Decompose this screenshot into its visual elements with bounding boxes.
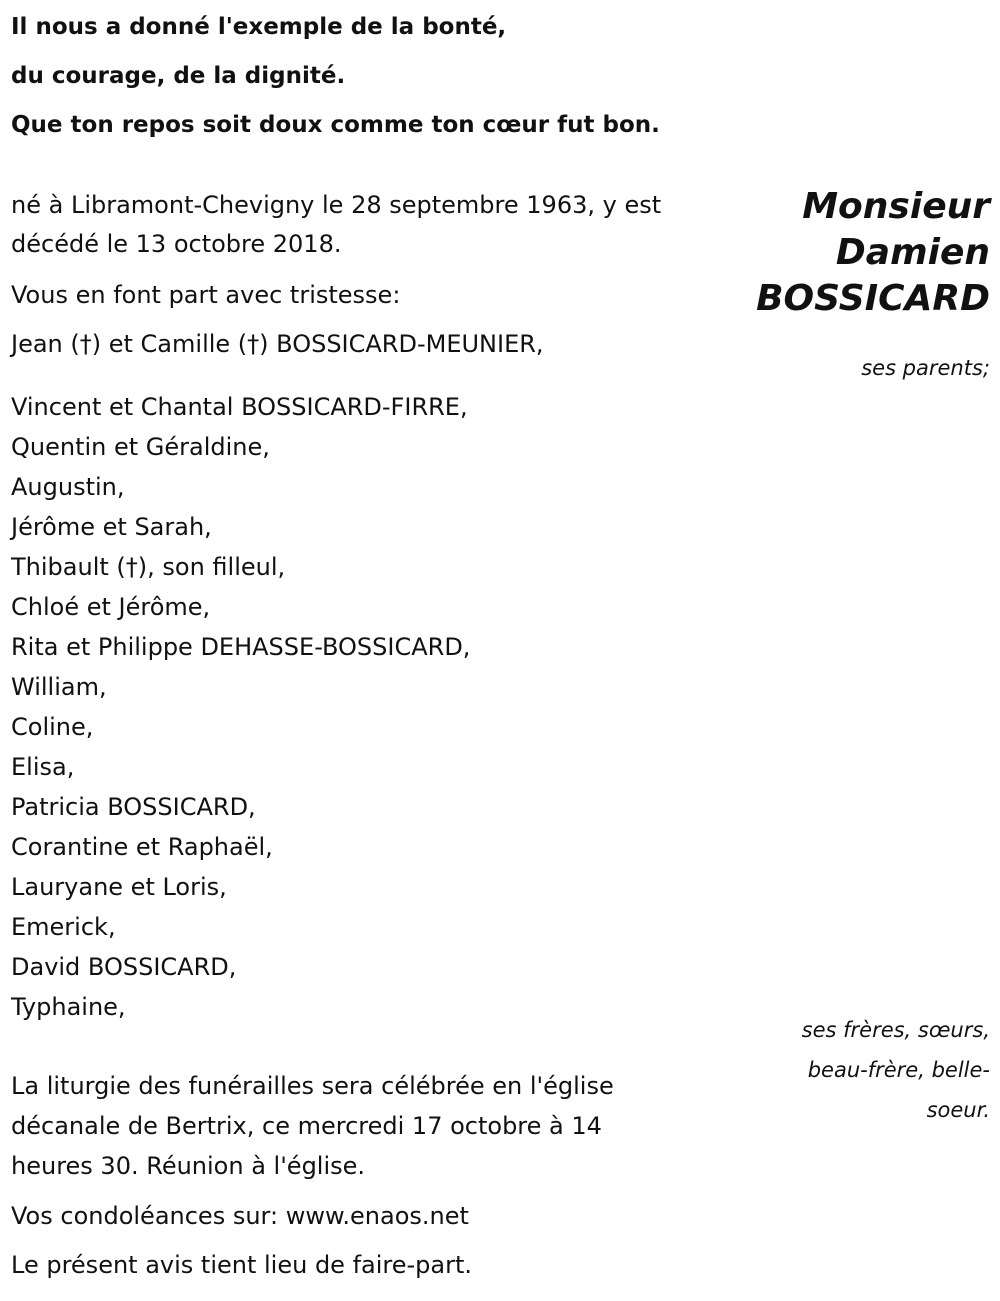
family-member: Quentin et Géraldine, bbox=[11, 433, 270, 461]
family-member: Chloé et Jérôme, bbox=[11, 593, 211, 621]
funeral-line-3: heures 30. Réunion à l'église. bbox=[11, 1152, 366, 1180]
family-member: Coline, bbox=[11, 713, 94, 741]
siblings-role-line-1: ses frères, sœurs, bbox=[801, 1018, 990, 1042]
condolences-text: Vos condoléances sur: www.enaos.net bbox=[11, 1202, 469, 1230]
funeral-line-1: La liturgie des funérailles sera célébrée en l'église bbox=[11, 1072, 614, 1100]
family-member: Jérôme et Sarah, bbox=[11, 513, 212, 541]
family-list bbox=[11, 387, 470, 1027]
birth-line-1: né à Libramont-Chevigny le 28 septembre 1963, y est bbox=[11, 191, 662, 219]
family-member: David BOSSICARD, bbox=[11, 953, 237, 981]
family-member: Typhaine, bbox=[11, 993, 126, 1021]
family-member: Emerick, bbox=[11, 913, 116, 941]
family-member: Rita et Philippe DEHASSE-BOSSICARD, bbox=[11, 633, 471, 661]
parents-text: Jean (†) et Camille (†) BOSSICARD-MEUNIER, bbox=[11, 330, 544, 358]
siblings-role-line-2: beau-frère, belle- bbox=[807, 1058, 990, 1082]
funeral-line-2: décanale de Bertrix, ce mercredi 17 octobre à 14 bbox=[11, 1112, 602, 1140]
family-member: Corantine et Raphaël, bbox=[11, 833, 273, 861]
quote-line-3: Que ton repos soit doux comme ton cœur fut bon. bbox=[11, 112, 660, 138]
quote-line-1: Il nous a donné l'exemple de la bonté, bbox=[11, 14, 507, 40]
announcement: Vous en font part avec tristesse: bbox=[11, 281, 401, 309]
parents-role: ses parents; bbox=[861, 356, 990, 380]
notice-text: Le présent avis tient lieu de faire-part. bbox=[11, 1251, 473, 1279]
deceased-first-name: Damien bbox=[835, 232, 990, 273]
deceased-last-name: BOSSICARD bbox=[756, 278, 990, 319]
family-member: Lauryane et Loris, bbox=[11, 873, 227, 901]
family-member: Augustin, bbox=[11, 473, 125, 501]
deceased-title: Monsieur bbox=[802, 186, 990, 227]
family-member: Elisa, bbox=[11, 753, 75, 781]
siblings-role-line-3: soeur. bbox=[926, 1098, 990, 1122]
family-member: Thibault (†), son filleul, bbox=[11, 553, 286, 581]
family-member: Patricia BOSSICARD, bbox=[11, 793, 256, 821]
family-member: William, bbox=[11, 673, 107, 701]
family-member: Vincent et Chantal BOSSICARD-FIRRE, bbox=[11, 393, 468, 421]
deceased-name bbox=[756, 184, 990, 322]
quote-line-2: du courage, de la dignité. bbox=[11, 63, 346, 89]
birth-line-2: décédé le 13 octobre 2018. bbox=[11, 230, 342, 258]
